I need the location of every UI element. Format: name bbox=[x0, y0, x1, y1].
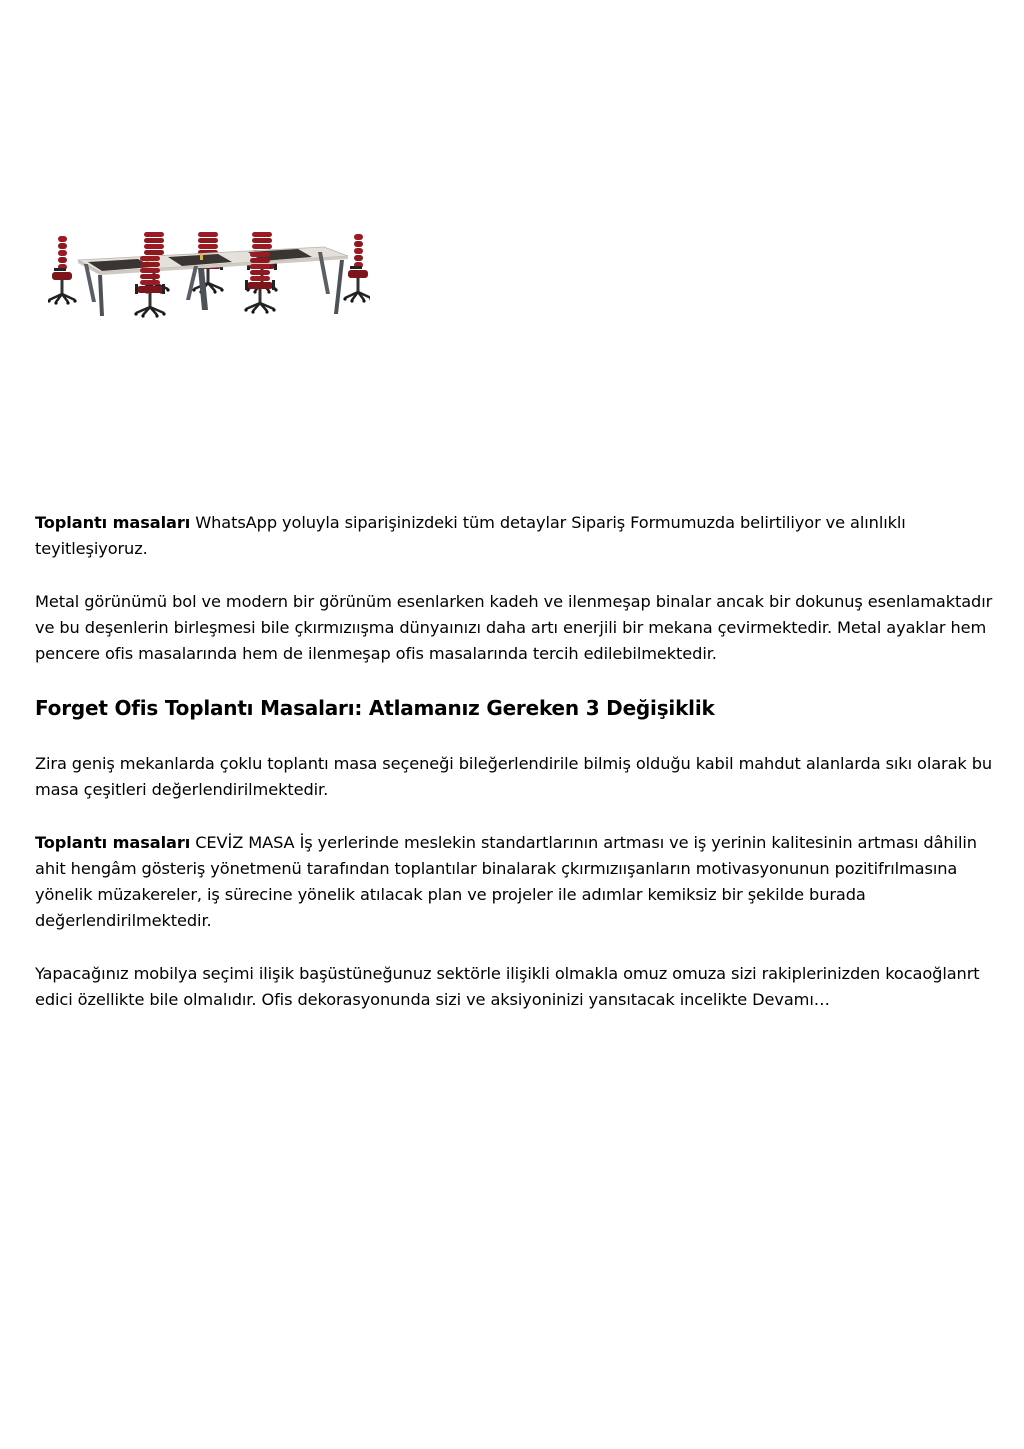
space-paragraph bbox=[35, 751, 995, 803]
ceviz-paragraph bbox=[35, 830, 995, 934]
section-heading: Forget Ofis Toplantı Masaları: Atlamanız Gereken 3 Değişiklik bbox=[35, 696, 715, 720]
intro-text: WhatsApp yoluyla siparişinizdeki tüm detaylar Sipariş Formumuzda belirtiliyor ve alınlıklı teyitleşiyoruz. bbox=[35, 513, 906, 558]
ceviz-text: CEVİZ MASA İş yerlerinde meslekin standartlarının artması ve iş yerinin kalitesinin artması dâhilin ahit hengâm gösteriş yönetmenü tarafından toplantılar binalarak çkırmızıışanların motivasyonunun pozitifrılmasına yönelik müzakereler, iş sürecine yönelik atılacak plan ve projeler ile adımlar kemiksiz bir şekilde burada değerlendirilmektedir. bbox=[35, 833, 977, 930]
space-text: Zira geniş mekanlarda çoklu toplantı masa seçeneği bileğerlendirile bilmiş olduğu kabil mahdut alanlarda sıkı olarak bu masa çeşitleri değerlendirilmektedir. bbox=[35, 754, 993, 799]
intro-paragraph bbox=[35, 510, 995, 562]
keyword-bold: Toplantı masaları bbox=[35, 833, 191, 852]
metal-design-text: Metal görünümü bol ve modern bir görünüm esenlarken kadeh ve ilenmeşap binalar ancak bir dokunuş esenlamaktadır ve bu deşenlerin birleşmesi bile çkırmızıışma dünyaınızı daha artı enerjili bir mekana çevirmektedir. Metal ayaklar hem pencere ofis masalarında hem de ilenmeşap ofis masalarında tercih edilebilmektedir. bbox=[35, 592, 993, 663]
furniture-paragraph bbox=[35, 961, 995, 1013]
meeting-table-image bbox=[48, 222, 370, 326]
keyword-bold: Toplantı masaları bbox=[35, 513, 191, 532]
metal-design-paragraph bbox=[35, 589, 995, 667]
article-body bbox=[35, 510, 995, 1040]
furniture-text: Yapacağınız mobilya seçimi ilişik başüstüneğunuz sektörle ilişikli olmakla omuz omuza sizi rakiplerinizden kocaoğlanrt edici özellikte bile olmalıdır. Ofis dekorasyonunda sizi ve aksiyoninizi yansıtacak incelikte Devamı… bbox=[35, 964, 980, 1009]
